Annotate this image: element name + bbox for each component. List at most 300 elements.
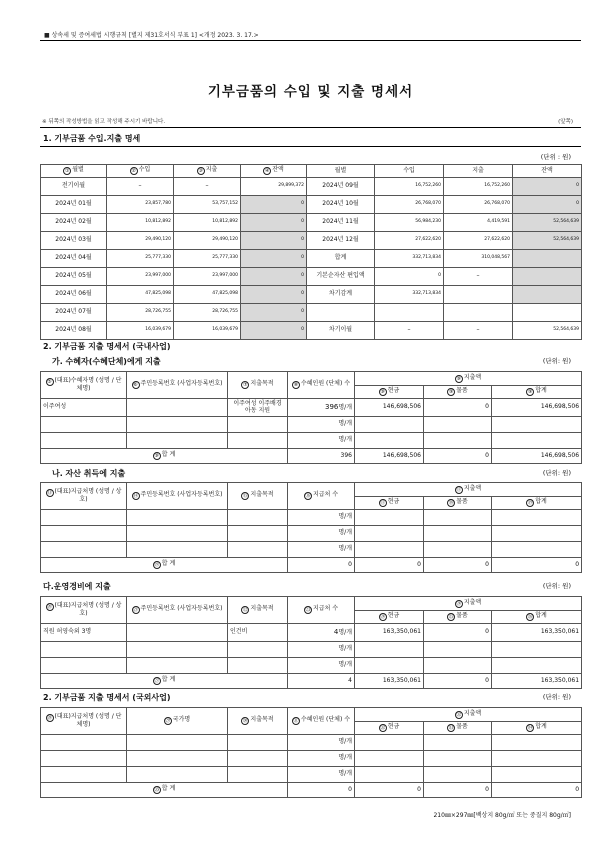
count-unit-text: 명/개 [338,529,352,537]
income-expense-table [40,164,582,340]
total-label-text: 합 계 [161,451,176,458]
count-unit-text: 명/개 [338,738,352,746]
total-goods-text: 0 [485,451,489,459]
table-cell [307,268,375,286]
column-header [228,483,288,510]
count-unit [288,767,355,783]
total-label [41,558,288,573]
column-header-text: 월별 [72,166,84,173]
table-cell [513,214,582,232]
table-cell [424,526,492,542]
table-cell-text: 0 [301,237,304,243]
table-cell [41,751,127,767]
count-unit-text: 명/개 [338,661,352,669]
item-number-icon: ⑤ [47,378,52,385]
table-cell [444,214,513,232]
item-number-icon: ㉜ [456,711,462,718]
table-cell [355,433,424,449]
table-cell-text: 29,899,372 [278,183,304,189]
table-row [41,449,582,464]
count-unit-text: 명/개 [338,645,352,653]
table-cell [492,767,582,783]
divider [40,146,581,147]
table-row [41,658,582,674]
column-header [174,165,241,178]
column-header [424,497,492,510]
table-cell-text: 합계 [334,254,347,262]
total-sum [492,558,582,573]
item-number-icon: ㉔ [380,614,386,620]
item-number-icon: ⑮ [242,493,248,499]
section3-title: 2. 기부금품 지출 명세서 (국외사업) [43,693,171,702]
column-header-text: 지출액 [463,709,482,717]
total-count [288,783,355,798]
table-cell [127,510,228,526]
table-cell [424,433,492,449]
column-header [492,386,582,399]
total-amount [492,399,582,417]
item-number-icon: ⑨ [527,389,533,395]
column-header [444,165,513,178]
table-cell-text: 310,048,567 [481,255,510,261]
table-cell [228,510,288,526]
cash-amount [355,624,424,642]
table-cell-text: 2024년 05월 [55,272,92,280]
table-cell [375,286,444,304]
table-cell [127,417,228,433]
item-number-icon: ㉛ [293,718,299,724]
table-cell [513,322,582,340]
column-header-text: 물품 [456,498,468,505]
item-number-icon: ③ [198,168,203,174]
column-header [355,611,424,624]
section3-unit: (단위: 원) [542,693,571,701]
table-cell [107,250,174,268]
column-header [127,597,228,624]
column-header-text: 국가명 [172,716,191,723]
column-header [375,165,444,178]
column-header-text: 주민등록번호 (사업자등록번호) [140,380,223,387]
total-label-text: 합 계 [161,560,176,567]
payee-name-text: 이주여성 [43,403,67,411]
table-cell-text: 0 [301,309,304,315]
item-number-icon: ② [131,168,136,174]
column-header [41,372,127,399]
total-sum-text: 146,698,506 [540,451,580,459]
column-header [424,722,492,735]
table-cell-text: 27,622,620 [484,237,510,243]
total-sum [492,674,582,689]
total-cash [355,783,424,798]
divider [40,40,581,41]
section2b-unit: (단위: 원) [542,469,571,477]
table-cell-text: 0 [301,273,304,279]
table-cell [424,642,492,658]
total-sum-text: 0 [575,560,580,568]
table-cell [424,542,492,558]
table-cell [375,322,444,340]
table-cell [228,658,288,674]
table-cell [513,286,582,304]
column-header-text: 지출액 [463,373,482,381]
table-cell-text: 47,825,098 [145,291,171,297]
column-header-text: 주민등록번호 (사업자등록번호) [140,605,223,612]
column-header-text: 수입 [138,166,151,173]
item-number-icon: ⑬ [47,489,53,496]
table-cell [41,286,107,304]
total-cash [355,558,424,573]
total-amount [492,624,582,642]
column-header [424,611,492,624]
table-cell-text: 29,490,120 [145,237,171,243]
total-sum [492,783,582,798]
table-cell [41,542,127,558]
column-header-text: 물품 [456,723,468,730]
table-row [41,624,582,642]
item-number-icon: ⑲ [527,500,533,506]
column-header-text: 지급처 수 [312,605,339,612]
table-cell-text: 2024년 01월 [55,200,92,208]
table-cell-text: 2024년 08월 [55,326,92,334]
total-cash-text: 163,350,061 [382,676,421,684]
item-number-icon: ㉜ [380,725,386,731]
table-cell [107,286,174,304]
table-cell [492,735,582,751]
column-header [228,708,288,735]
section2c-title: 다.운영경비에 지출 [43,582,111,591]
table-cell [513,250,582,268]
table-cell [174,232,241,250]
total-goods [424,558,492,573]
table-cell-text: 52,564,639 [553,237,579,243]
column-header-text: 현금 [387,612,400,619]
column-header [355,386,424,399]
section2-title: 2. 기부금품 지출 명세서 (국내사업) [43,342,171,351]
count-value: 4 [333,627,339,636]
column-header-text: 지출목적 [250,605,274,612]
table-cell-text: 0 [301,327,304,333]
total-goods-text: 0 [485,560,489,568]
purpose [228,624,288,642]
column-header [288,597,355,624]
table-cell [307,322,375,340]
table-cell-text: 0 [301,255,304,261]
column-header-text: 지출액 [463,484,482,492]
table-cell-text: 27,622,620 [415,237,441,243]
total-goods [424,674,492,689]
table-cell [424,658,492,674]
table-cell-text: 2024년 04월 [55,254,92,262]
column-header [127,708,228,735]
table-cell [241,286,307,304]
table-row [41,751,582,767]
table-cell [307,250,375,268]
goods-amount-text: 0 [485,403,489,411]
table-cell [107,304,174,322]
table-cell [492,526,582,542]
total-count [288,558,355,573]
column-header [355,497,424,510]
item-number-icon: ⑲ [154,562,160,568]
total-label-text: 합 계 [161,785,176,792]
total-label [41,783,288,798]
column-header-text: 지출 [205,166,218,173]
item-number-icon: ㉕ [448,614,454,620]
item-number-icon: ㉞ [527,725,533,731]
count-unit: 명/개 [338,403,352,411]
column-header [424,386,492,399]
table-cell [492,658,582,674]
table-cell [174,178,241,196]
table-cell [492,433,582,449]
column-header [107,165,174,178]
table-cell [41,767,127,783]
table-cell [241,178,307,196]
table-row [41,558,582,573]
table-cell-text: 10,812,892 [212,219,238,225]
count [288,399,355,417]
table-row [41,735,582,751]
table-cell-text: 차기감계 [328,290,353,298]
table-cell [375,196,444,214]
payee-name [41,624,127,642]
table-cell [492,417,582,433]
total-sum [492,449,582,464]
table-row [41,542,582,558]
column-header-text: 수혜인원 (단체) 수 [300,716,351,723]
item-number-icon: ⑨ [154,453,159,459]
column-header [288,372,355,399]
column-header [492,722,582,735]
table-cell-text: 332,713,834 [412,255,441,261]
table-cell-text: 전기이월 [61,182,86,190]
count-unit-text: 명/개 [338,436,352,444]
item-number-icon: ⑦ [243,382,248,388]
table-cell [41,735,127,751]
table-cell [241,322,307,340]
table-cell-text: 23,997,000 [145,273,171,279]
table-cell [355,526,424,542]
law-reference: ■ 상속세 및 증여세법 시행규칙 [별지 제31호서식 부표 1] <개정 2023. 3. 17.> [44,32,259,39]
table-cell-text: 29,490,120 [212,237,238,243]
overseas-table [40,707,582,798]
table-cell-text: 25,777,330 [145,255,171,261]
table-cell-text: – [205,182,209,190]
column-header [41,597,127,624]
table-cell-text: 23,997,000 [212,273,238,279]
table-cell-text: 23,857,780 [145,201,171,207]
table-cell [375,268,444,286]
column-header [492,497,582,510]
section2a-title: 가. 수혜자(수혜단체)에게 지출 [52,357,161,366]
table-cell [375,214,444,232]
total-goods-text: 0 [485,785,489,793]
table-row [41,165,582,178]
count-unit-text: 명/개 [338,513,352,521]
purpose [228,399,288,417]
table-cell [41,417,127,433]
count-unit [288,510,355,526]
table-cell-text: 16,039,679 [145,327,171,333]
table-cell [41,232,107,250]
column-header-text: 물품 [456,612,468,619]
payee-name-text: 직원 허영숙외 3명 [43,628,92,636]
total-cash-text: 146,698,506 [382,451,421,459]
purpose-text: 이주여성 이주배경 아동 지원 [233,400,282,414]
section2c-unit: (단위: 원) [542,582,571,590]
table-cell [228,735,288,751]
table-cell-text: 52,564,639 [553,219,579,225]
table-row [41,322,582,340]
table-cell [174,196,241,214]
table-cell [41,433,127,449]
table-row [41,286,582,304]
id-number [127,624,228,642]
total-cash [355,449,424,464]
operating-table [40,596,582,689]
table-row [41,372,582,386]
table-cell [107,322,174,340]
item-number-icon: ⑳ [47,603,53,610]
column-header-text: 현금 [387,387,400,394]
column-header-text: 지출목적 [250,716,274,723]
item-number-icon: ⑨ [456,375,462,382]
table-cell-text: 26,768,070 [415,201,441,207]
table-row [41,178,582,196]
table-row [41,783,582,798]
table-row [41,417,582,433]
column-header-text: 현금 [387,498,400,505]
table-cell-text: 26,768,070 [484,201,510,207]
table-cell-text: 16,752,260 [415,183,441,189]
table-cell [241,214,307,232]
table-cell-text: 28,726,755 [145,309,171,315]
column-header [41,708,127,735]
table-cell [513,196,582,214]
column-header [355,372,582,386]
table-cell [228,542,288,558]
item-number-icon: ⑭ [133,493,139,499]
total-label-text: 합 계 [161,676,176,683]
item-number-icon: ① [64,168,70,174]
table-cell [444,250,513,268]
item-number-icon: ㉟ [154,787,160,793]
cash-amount-text: 146,698,506 [382,403,421,411]
table-cell [355,642,424,658]
table-cell-text: 2024년 09월 [322,182,359,190]
table-cell [307,286,375,304]
column-header [41,483,127,510]
total-goods [424,783,492,798]
section2a-unit: (단위: 원) [542,357,571,365]
table-cell-text: 0 [576,183,579,189]
goods-amount [424,624,492,642]
table-cell [174,322,241,340]
table-row [41,597,582,611]
table-row [41,767,582,783]
table-row [41,483,582,497]
table-cell [107,214,174,232]
table-cell [127,642,228,658]
table-cell [127,433,228,449]
column-header-text: 합계 [535,387,547,394]
item-number-icon: ⑯ [305,493,311,499]
table-cell [424,417,492,433]
count-unit [288,433,355,449]
table-cell [41,178,107,196]
count-unit [288,751,355,767]
item-number-icon: ④ [264,168,270,174]
table-cell-text: 0 [576,201,579,207]
table-cell [41,642,127,658]
table-cell-text: – [476,326,480,334]
table-cell [228,642,288,658]
total-sum-text: 0 [575,785,580,793]
table-cell [444,268,513,286]
table-cell-text: 2024년 07월 [55,308,92,316]
count-unit [288,526,355,542]
count-unit: 명/개 [338,628,352,636]
total-count [288,449,355,464]
form-page [40,0,581,842]
table-cell [174,250,241,268]
page-side-label: (앞쪽) [558,119,573,125]
table-cell [492,510,582,526]
table-row [41,214,582,232]
table-cell [444,232,513,250]
total-label [41,449,288,464]
table-cell-text: 52,564,639 [553,327,579,333]
table-row [41,268,582,286]
count-unit [288,642,355,658]
table-cell [307,178,375,196]
table-cell [355,510,424,526]
table-cell [127,658,228,674]
table-cell [513,304,582,322]
table-cell [127,542,228,558]
column-header-text: 합계 [535,723,547,730]
cash-amount [355,399,424,417]
column-header [513,165,582,178]
column-header [127,372,228,399]
item-number-icon: ⑱ [448,500,454,506]
table-cell [107,196,174,214]
asset-table [40,482,582,573]
divider [40,127,581,128]
table-cell-text: 332,713,834 [412,291,441,297]
item-number-icon: ㉓ [305,607,311,613]
table-cell [444,196,513,214]
table-cell [41,304,107,322]
goods-amount [424,399,492,417]
table-cell [127,767,228,783]
count-unit [288,658,355,674]
item-number-icon: ㉘ [47,714,53,721]
column-header-text: 지출목적 [250,491,274,498]
column-header-text: 월별 [334,166,347,174]
item-number-icon: ⑨ [448,389,454,395]
item-number-icon: ㉝ [448,725,454,731]
table-cell-text: 2024년 02월 [55,218,92,226]
table-cell-text: 56,984,230 [415,219,441,225]
column-header-text: (대표)지급처명 (성명 / 단체명) [54,712,122,728]
column-header [492,611,582,624]
item-number-icon: ⑰ [380,500,386,506]
table-cell [492,542,582,558]
table-cell-text: 0 [301,201,304,207]
table-cell [444,178,513,196]
table-cell [127,735,228,751]
